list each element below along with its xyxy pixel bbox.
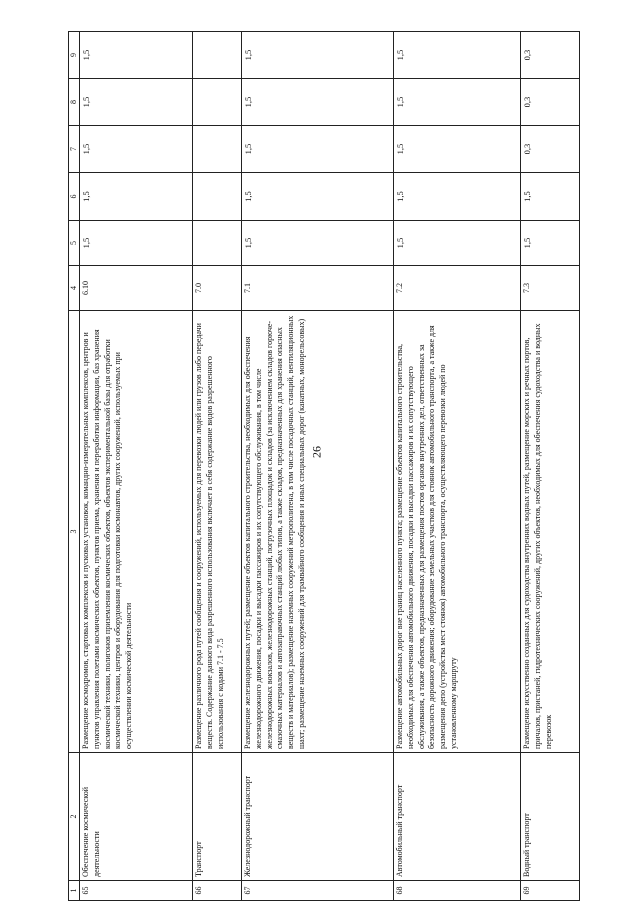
header-cell: 2 [69,753,80,881]
value-col-7: 1,5 [80,126,193,173]
header-cell: 5 [69,221,80,266]
header-cell: 9 [69,32,80,79]
row-number: 67 [242,881,394,901]
header-cell: 1 [69,881,80,901]
rotated-table-wrapper [68,32,608,901]
value-col-9: 1,5 [80,32,193,79]
value-col-5: 1,5 [394,221,521,266]
use-name: Автомобильный транспорт [394,753,521,881]
value-col-5: 1,5 [80,221,193,266]
use-code: 7.0 [193,266,242,311]
row-number: 66 [193,881,242,901]
use-code: 7.1 [242,266,394,311]
column-number-header [69,32,80,901]
table-row [242,32,394,901]
row-number: 69 [521,881,580,901]
value-col-6 [193,173,242,221]
table-row [193,32,242,901]
value-col-7: 0,3 [521,126,580,173]
value-col-6: 1,5 [394,173,521,221]
header-cell: 8 [69,79,80,126]
row-number: 65 [80,881,193,901]
header-cell: 3 [69,311,80,753]
value-col-8: 1,5 [242,79,394,126]
value-col-8: 1,5 [80,79,193,126]
value-col-7: 1,5 [394,126,521,173]
use-name: Обеспечение космической деятельности [80,753,193,881]
value-col-7 [193,126,242,173]
value-col-6: 1,5 [242,173,394,221]
page-number: 26 [309,446,324,458]
value-col-9: 1,5 [394,32,521,79]
header-cell: 7 [69,126,80,173]
use-description: Размещение различного рода путей сообщения и сооружений, используемых для перевозки людей или грузов либо передачи веществ. Содержание данного вида разрешенного использования включает в себя содержание видов разрешенного использования с кодами 7.1 - 7.5 [193,311,242,753]
header-cell: 4 [69,266,80,311]
use-name: Железнодорожный транспорт [242,753,394,881]
value-col-9: 1,5 [242,32,394,79]
header-cell: 6 [69,173,80,221]
use-code: 7.3 [521,266,580,311]
row-number: 68 [394,881,521,901]
use-code: 7.2 [394,266,521,311]
value-col-6: 1,5 [80,173,193,221]
table-row [80,32,193,901]
use-description: Размещение железнодорожных путей; размещение объектов капитального строительства, необходимых для обеспечения железнодорожного движения, посадки и высадки пассажиров и их сопутствующего обслуживания, в том числе железнодорожных вокзалов, железнодорожных станций, погрузочных площадок и складов (за исключением складов горюче-смазочных материалов и автозаправочных станций любых типов, а также складов, предназначенных для хранения опасных веществ и материалов); размещение наземных сооружений метрополитена, в том числе посадочных станций, вентиляционных шахт; размещение наземных сооружений для трамвайного сообщения и иных специальных дорог (канатных, монорельсовых) [242,311,394,753]
table-row [394,32,521,901]
use-description: Размещение космодромов, стартовых комплексов и пусковых установок, командно-измерительных комплексов, центров и пунктов управления полетами космических объектов, пунктов приема, хранения и переработки информации, баз хранения космической техники, полигонов приземления космических объектов, объектов экспериментальной базы для отработки космической техники, центров и оборудования для подготовки космонавтов, других сооружений, используемых при осуществлении космической деятельности [80,311,193,753]
table-row [521,32,580,901]
value-col-9: 0,3 [521,32,580,79]
use-name: Транспорт [193,753,242,881]
value-col-7: 1,5 [242,126,394,173]
value-col-9 [193,32,242,79]
value-col-5 [193,221,242,266]
value-col-8: 1,5 [394,79,521,126]
land-use-table [68,31,580,901]
use-code: 6.10 [80,266,193,311]
value-col-8 [193,79,242,126]
use-description: Размещение автомобильных дорог вне границ населенного пункта; размещение объектов капитального строительства, необходимых для обеспечения автомобильного движения, посадки и высадки пассажиров и их сопутствующего обслуживания, а также объектов, предназначенных для размещения постов органов внутренних дел, ответственных за безопасность дорожного движения; оборудование земельных участков для стоянок автомобильного транспорта, а также для размещения депо (устройства мест стоянок) автомобильного транспорта, осуществляющего перевозки людей по установленному маршруту [394,311,521,753]
value-col-5: 1,5 [521,221,580,266]
value-col-8: 0,3 [521,79,580,126]
value-col-5: 1,5 [242,221,394,266]
value-col-6: 1,5 [521,173,580,221]
use-name: Водный транспорт [521,753,580,881]
use-description: Размещение искусственно созданных для судоходства внутренних водных путей, размещение морских и речных портов, причалов, пристаней, гидротехнических сооружений, других объектов, необходимых для обеспечения судоходства и водных перевозок [521,311,580,753]
